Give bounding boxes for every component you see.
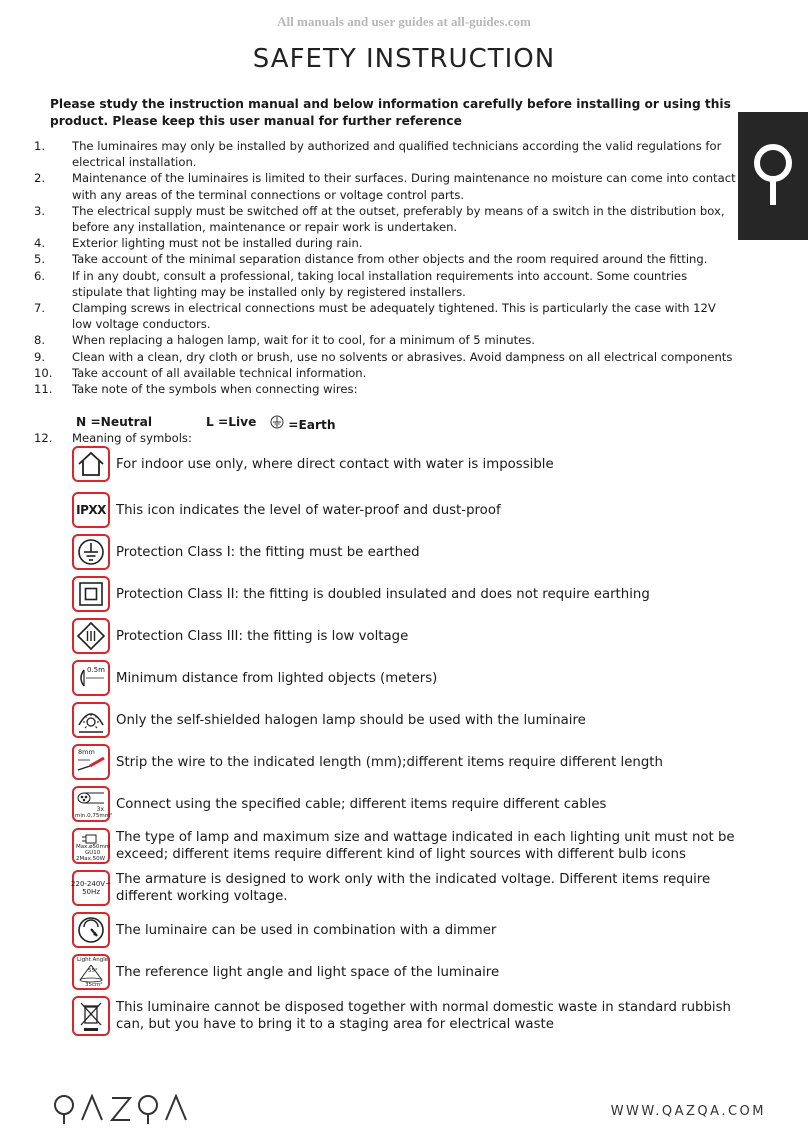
step-number: 10. <box>34 365 53 380</box>
step-text: Clamping screws in electrical connections must be adequately tightened. This is particularly the case with 12V low voltage conductors. <box>72 301 716 332</box>
symbol-text: Protection Class I: the fitting must be earthed <box>116 544 420 560</box>
step-number: 3. <box>34 203 46 218</box>
frequency-label: 50Hz <box>82 888 100 896</box>
symbol-text: The armature is designed to work only with the indicated voltage. Different items require different working voltage. <box>116 872 711 904</box>
ipxx-icon <box>72 492 110 528</box>
ipxx-label: IPXX <box>76 503 106 517</box>
distance-icon <box>72 660 110 696</box>
symbol-text: Strip the wire to the indicated length (mm);different items require different length <box>116 754 663 770</box>
symbol-text: This luminaire cannot be disposed together with normal domestic waste in standard rubbish can, but you have to bring it to a staging area for electrical waste <box>116 1000 731 1032</box>
symbol-text: Minimum distance from lighted objects (meters) <box>116 670 438 686</box>
distance-label: 0.5m <box>87 666 105 674</box>
light-angle-icon <box>72 954 110 990</box>
instruction-item <box>30 138 738 170</box>
step-text: Maintenance of the luminaires is limited to their surfaces. During maintenance no moisture can come into contact with any areas of the terminal connections or voltage control parts. <box>72 171 736 202</box>
live-label: L =Live <box>206 415 257 429</box>
dimmer-icon <box>72 912 110 948</box>
step-number: 11. <box>34 382 53 397</box>
symbol-row <box>72 492 736 528</box>
symbol-text: The type of lamp and maximum size and wattage indicated in each lighting unit must not be exceed; different items require different kind of light sources with different bulb icons <box>116 830 735 862</box>
step-text: Take account of all available technical information. <box>72 365 367 380</box>
instruction-item <box>30 203 738 235</box>
earth-text: =Earth <box>288 418 336 432</box>
symbol-row <box>72 954 736 990</box>
lamp-socket: GU10 <box>85 850 101 856</box>
symbol-text: The reference light angle and light space of the luminaire <box>116 964 500 980</box>
watermark: All manuals and user guides at all-guides.com <box>277 14 531 29</box>
website-url[interactable]: WWW.QAZQA.COM <box>610 1104 766 1119</box>
symbol-text: This icon indicates the level of water-proof and dust-proof <box>116 502 501 518</box>
step-text: Meaning of symbols: <box>72 431 192 445</box>
step-text: Take account of the minimal separation distance from other objects and the room required around the fitting. <box>72 252 708 267</box>
instruction-item <box>30 365 738 381</box>
symbol-row <box>72 744 736 780</box>
weee-bin-icon <box>72 996 110 1036</box>
symbol-row <box>72 828 736 864</box>
symbol-row <box>72 912 736 948</box>
symbol-row <box>72 618 736 654</box>
symbol-row <box>72 660 736 696</box>
page-title: SAFETY INSTRUCTION <box>252 44 556 74</box>
symbol-text: Protection Class III: the fitting is low voltage <box>116 628 409 644</box>
instruction-item <box>30 381 738 397</box>
light-angle-title: Light Angle <box>77 957 109 963</box>
symbol-row <box>72 702 736 738</box>
instruction-item <box>30 251 738 267</box>
intro-text: Please study the instruction manual and below information carefully before installing or using this product. Please keep this user manual for further reference <box>50 97 731 128</box>
step-number: 1. <box>34 139 46 153</box>
instruction-item <box>30 170 738 202</box>
symbol-text: Protection Class II: the fitting is doubled insulated and does not require earthing <box>116 586 650 602</box>
step-number: 4. <box>34 236 46 251</box>
brand-tab <box>738 112 808 240</box>
earth-icon <box>270 415 284 429</box>
instruction-item <box>30 300 738 332</box>
strip-length-label: 8mm <box>78 748 95 756</box>
symbol-row <box>72 576 736 612</box>
voltage-icon <box>72 870 110 906</box>
step-number: 8. <box>34 333 46 348</box>
step-12 <box>30 430 738 446</box>
symbol-text: For indoor use only, where direct contact with water is impossible <box>116 456 554 472</box>
light-space: 35cm² <box>85 982 103 988</box>
strip-wire-icon <box>72 744 110 780</box>
step-number: 6. <box>34 268 46 283</box>
beam-angle: 55° <box>88 968 98 974</box>
step-text: If in any doubt, consult a professional, taking local installation requirements into account. Some countries stipulate that lighting may be installed only by registered installers. <box>72 268 688 299</box>
step-text: The luminaires may only be installed by authorized and qualified technicians according the valid regulations for electrical installation. <box>72 139 722 170</box>
symbol-row <box>72 534 736 570</box>
symbol-text: Only the self-shielded halogen lamp should be used with the luminaire <box>116 712 586 728</box>
instruction-item <box>30 349 738 365</box>
qazqa-q-icon <box>752 142 794 208</box>
step-number: 7. <box>34 301 46 316</box>
symbol-text: The luminaire can be used in combination with a dimmer <box>116 922 497 938</box>
instruction-item <box>30 235 738 251</box>
voltage-label: 220-240V~ <box>71 880 111 888</box>
cable-icon <box>72 786 113 822</box>
class2-icon <box>72 576 110 612</box>
symbol-row <box>72 446 736 482</box>
symbol-row <box>72 870 736 906</box>
symbol-row <box>72 786 736 822</box>
step-text: Clean with a clean, dry cloth or brush, use no solvents or abrasives. Avoid dampness on all electrical components <box>72 349 733 364</box>
qazqa-logo <box>52 1094 188 1130</box>
neutral-label: N =Neutral <box>76 415 153 429</box>
earth-class1-icon <box>72 534 110 570</box>
step-number: 12. <box>34 431 53 445</box>
cable-count: 3x <box>96 806 104 813</box>
instruction-item <box>30 332 738 348</box>
class3-icon <box>72 618 110 654</box>
step-text: The electrical supply must be switched off at the outset, preferably by means of a switch in the distribution box, before any installation, maintenance or repair work is undertaken. <box>72 203 725 235</box>
instruction-list <box>30 138 738 397</box>
house-icon <box>72 446 110 482</box>
lamp-size: Max.ø50mm <box>76 844 111 850</box>
step-text: Take note of the symbols when connecting wires: <box>72 382 358 397</box>
symbol-text: Connect using the specified cable; different items require different cables <box>116 796 607 812</box>
step-text: When replacing a halogen lamp, wait for it to cool, for a minimum of 5 minutes. <box>72 333 535 348</box>
halogen-lamp-icon <box>72 702 110 738</box>
step-text: Exterior lighting must not be installed during rain. <box>72 236 363 251</box>
cable-section: min.0,75mm² <box>75 813 113 819</box>
step-number: 2. <box>34 171 46 186</box>
instruction-item <box>30 268 738 300</box>
lamp-type-icon <box>72 828 110 864</box>
step-number: 9. <box>34 349 46 364</box>
symbol-row <box>72 996 736 1036</box>
lamp-wattage: 2Max.50W <box>76 856 106 862</box>
step-number: 5. <box>34 252 46 267</box>
